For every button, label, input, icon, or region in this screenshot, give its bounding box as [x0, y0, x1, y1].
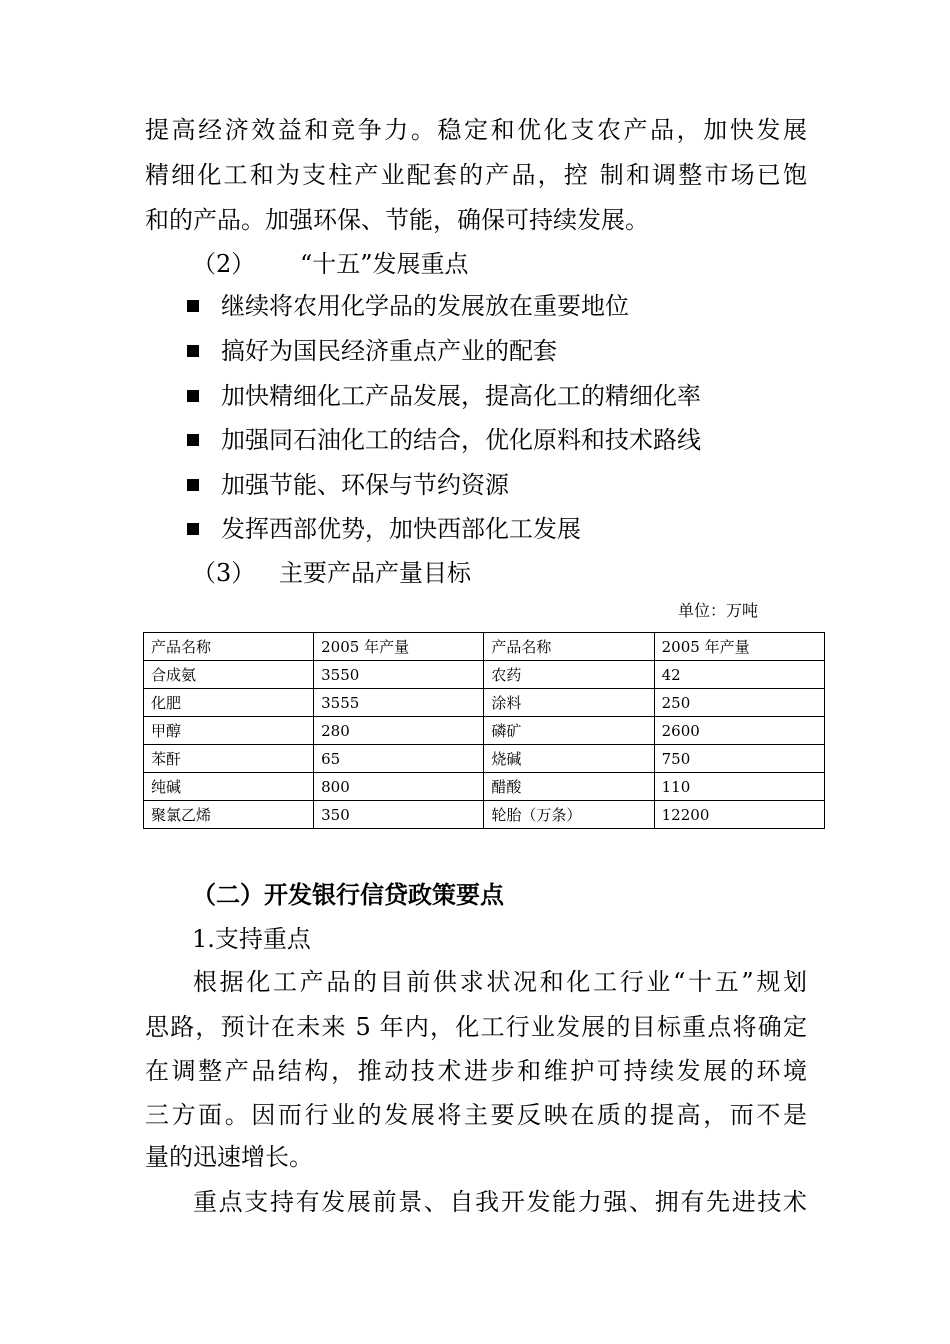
intro-line-1: 提高经济效益和竞争力。稳定和优化支农产品，加快发展	[145, 116, 807, 144]
bullet-square-icon	[187, 523, 199, 535]
table-cell: 800	[314, 773, 484, 801]
table-row	[144, 689, 825, 717]
table-cell: 3550	[314, 661, 484, 689]
production-target-table	[143, 632, 825, 829]
table-cell: 农药	[484, 661, 654, 689]
section-3-number: （3）	[192, 559, 256, 587]
bullet-item-5: 加强节能、环保与节约资源	[221, 471, 509, 499]
table-cell: 化肥	[144, 689, 314, 717]
table-row	[144, 801, 825, 829]
bullet-item-4: 加强同石油化工的结合，优化原料和技术路线	[221, 426, 701, 454]
intro-line-3: 和的产品。加强环保、节能，确保可持续发展。	[145, 206, 649, 234]
bullet-item-2: 搞好为国民经济重点产业的配套	[221, 337, 557, 365]
table-row	[144, 717, 825, 745]
bullet-square-icon	[187, 345, 199, 357]
bullet-square-icon	[187, 390, 199, 402]
table-cell: 250	[654, 689, 824, 717]
paragraph-line-5: 量的迅速增长。	[145, 1143, 313, 1171]
table-cell: 苯酐	[144, 745, 314, 773]
paragraph-line-4: 三方面。因而行业的发展将主要反映在质的提高，而不是	[145, 1101, 807, 1129]
table-header-cell: 产品名称	[484, 633, 654, 661]
paragraph-line-2: 思路，预计在未来 5 年内，化工行业发展的目标重点将确定	[145, 1013, 807, 1041]
section-2-number: （2）	[192, 250, 256, 278]
table-cell: 3555	[314, 689, 484, 717]
bullet-item-1: 继续将农用化学品的发展放在重要地位	[221, 292, 629, 320]
paragraph-line-1: 根据化工产品的目前供求状况和化工行业“十五”规划	[193, 968, 807, 996]
bullet-square-icon	[187, 479, 199, 491]
table-row	[144, 773, 825, 801]
table-cell: 合成氨	[144, 661, 314, 689]
table-cell: 42	[654, 661, 824, 689]
section-3-title: 主要产品产量目标	[279, 559, 471, 587]
bullet-item-6: 发挥西部优势，加快西部化工发展	[221, 515, 581, 543]
table-cell: 醋酸	[484, 773, 654, 801]
table-cell: 涂料	[484, 689, 654, 717]
section-heading: （二）开发银行信贷政策要点	[192, 880, 504, 909]
table-cell: 65	[314, 745, 484, 773]
table-cell: 纯碱	[144, 773, 314, 801]
table-cell: 2600	[654, 717, 824, 745]
table-header-cell: 2005 年产量	[654, 633, 824, 661]
table-header-row	[144, 633, 825, 661]
paragraph-2-line-1: 重点支持有发展前景、自我开发能力强、拥有先进技术	[193, 1188, 807, 1216]
table-header-cell: 产品名称	[144, 633, 314, 661]
table-cell: 750	[654, 745, 824, 773]
table-cell: 磷矿	[484, 717, 654, 745]
table-cell: 110	[654, 773, 824, 801]
unit-label: 单位：万吨	[678, 601, 759, 620]
intro-line-2: 精细化工和为支柱产业配套的产品，控 制和调整市场已饱	[145, 161, 807, 189]
table-cell: 聚氯乙烯	[144, 801, 314, 829]
section-2-title: “十五”发展重点	[300, 250, 469, 278]
table-cell: 280	[314, 717, 484, 745]
bullet-square-icon	[187, 300, 199, 312]
table-cell: 12200	[654, 801, 824, 829]
table-row	[144, 661, 825, 689]
table-cell: 350	[314, 801, 484, 829]
table-cell: 甲醇	[144, 717, 314, 745]
sub-heading: 1.支持重点	[192, 925, 311, 953]
bullet-square-icon	[187, 434, 199, 446]
table-cell: 轮胎（万条）	[484, 801, 654, 829]
bullet-item-3: 加快精细化工产品发展，提高化工的精细化率	[221, 382, 701, 410]
paragraph-line-3: 在调整产品结构，推动技术进步和维护可持续发展的环境	[145, 1057, 807, 1085]
table-header-cell: 2005 年产量	[314, 633, 484, 661]
table-cell: 烧碱	[484, 745, 654, 773]
table-row	[144, 745, 825, 773]
